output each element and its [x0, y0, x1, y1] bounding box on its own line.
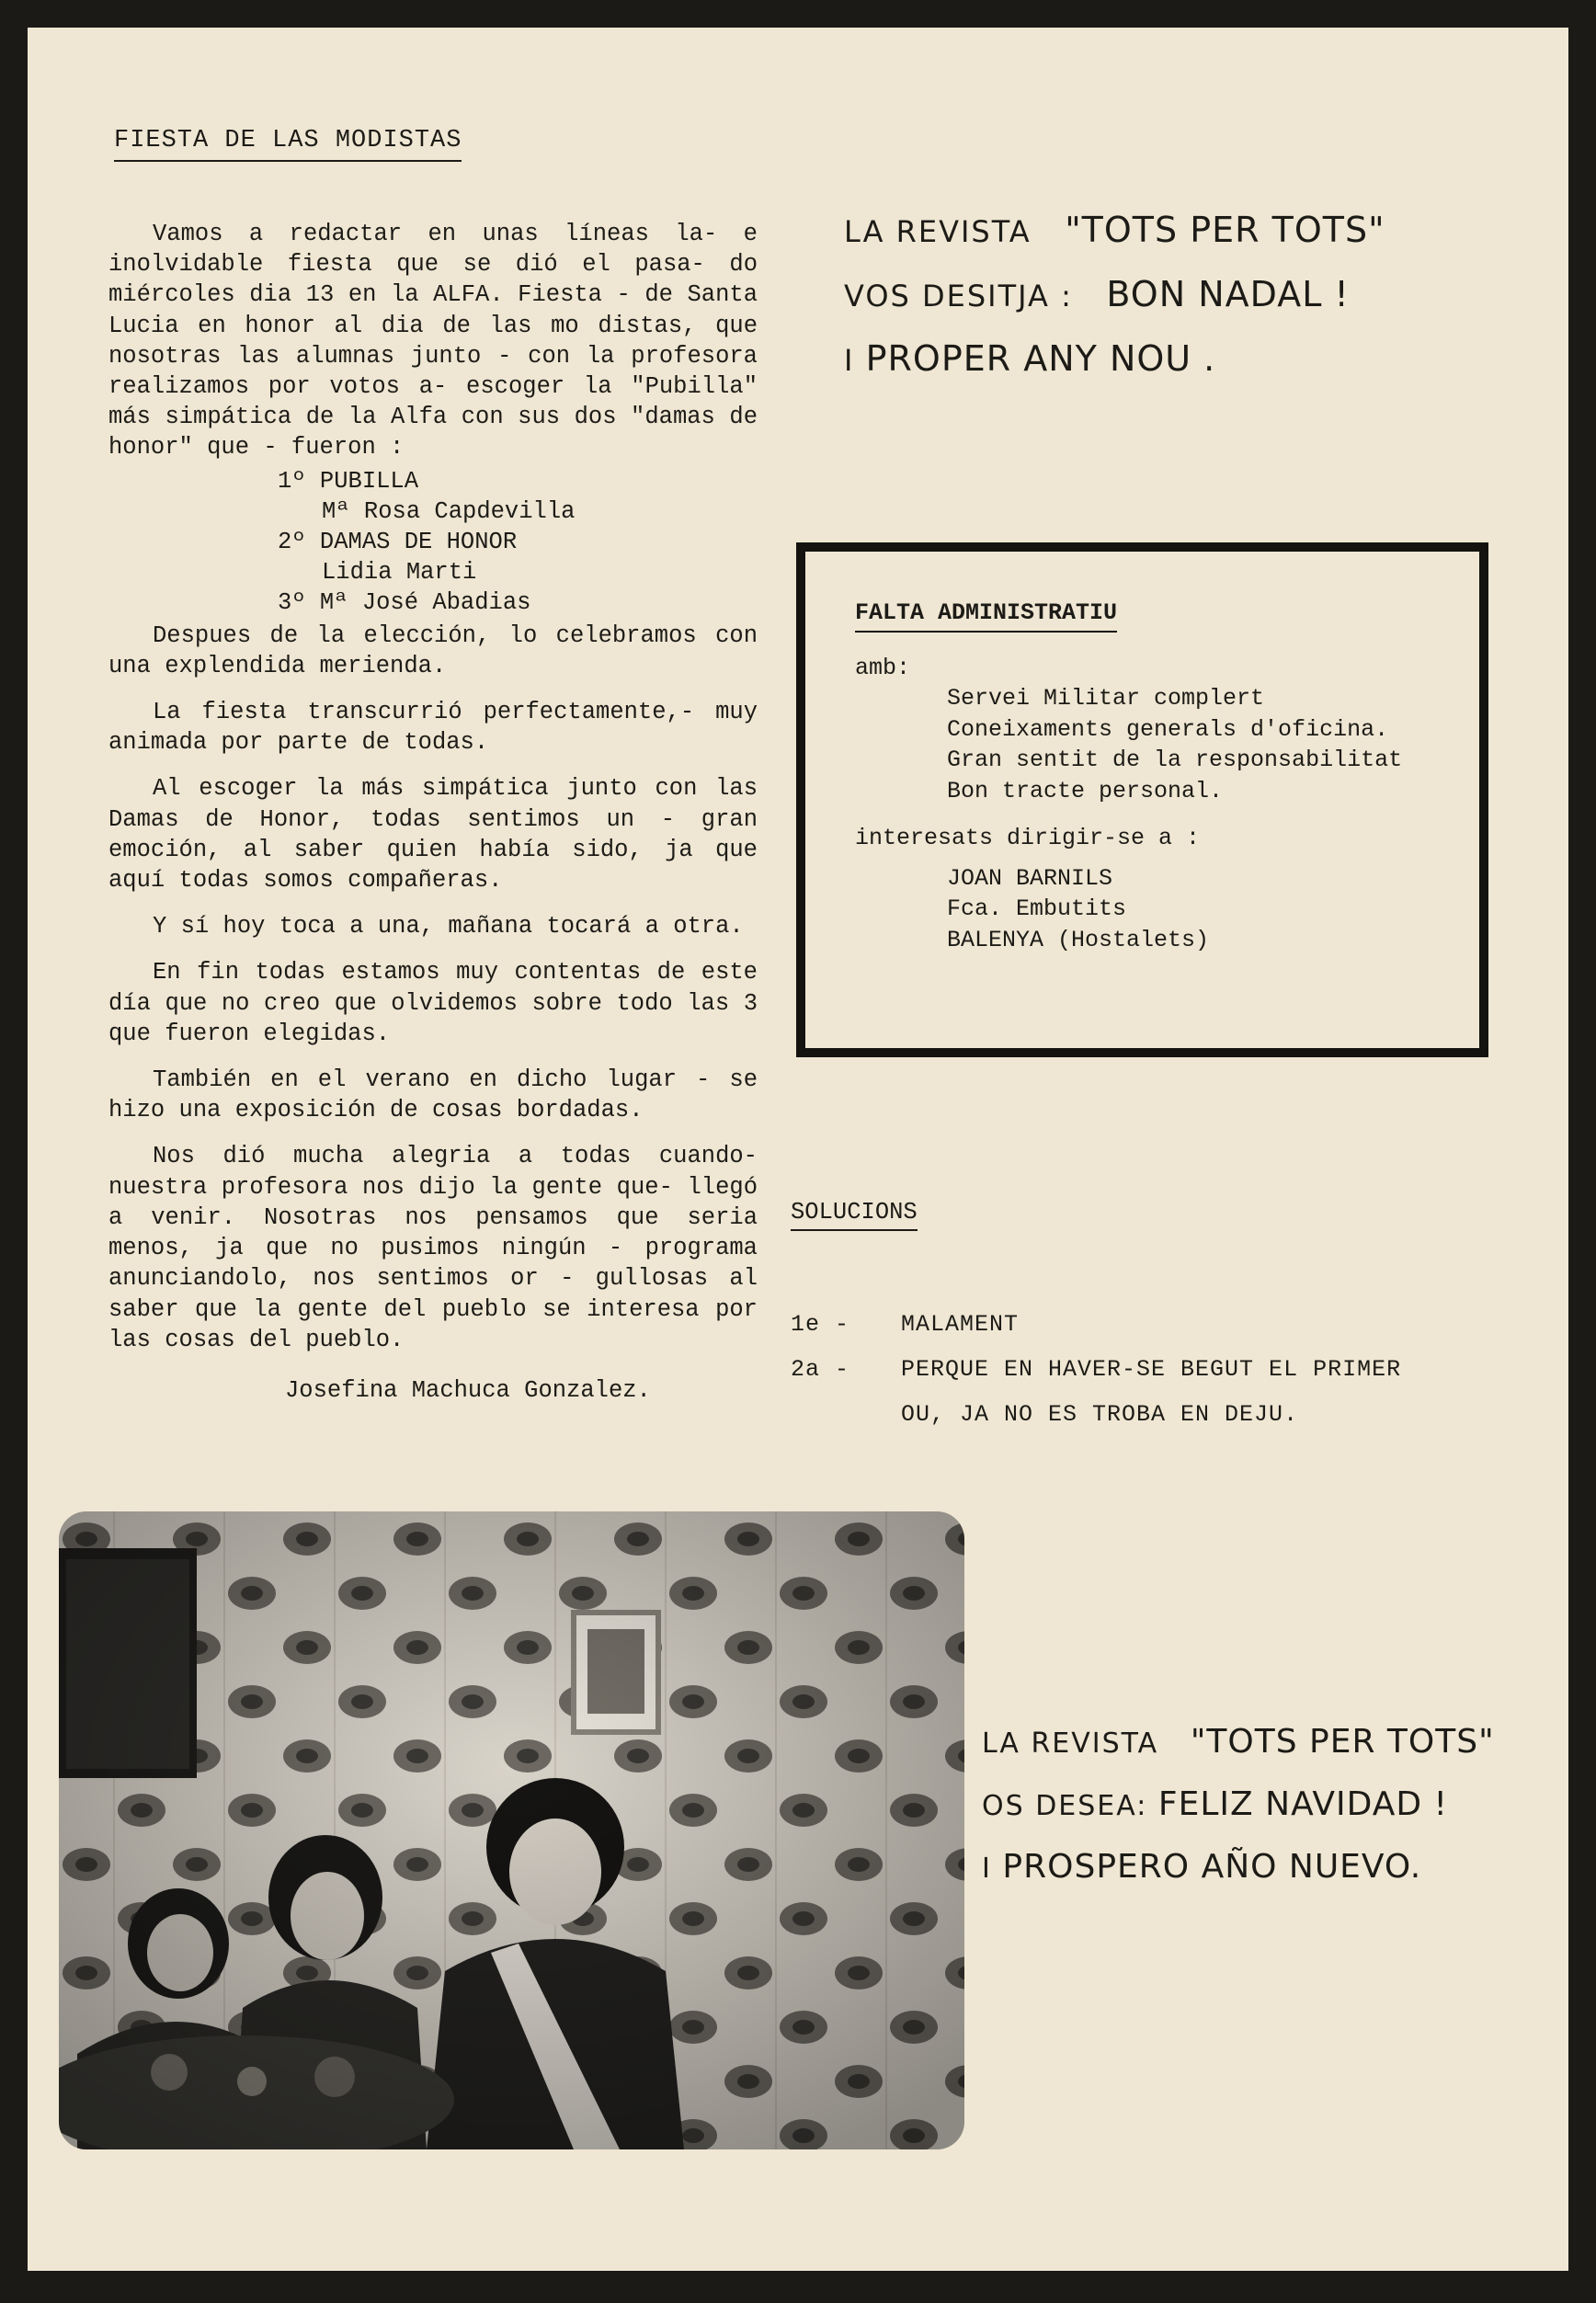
job-ad-contact: Fca. Embutits: [947, 895, 1127, 922]
newspaper-page: [28, 28, 1568, 2271]
greeting-text: PROPER ANY NOU .: [865, 338, 1216, 379]
solution-number: 1e -: [791, 1311, 850, 1338]
job-ad-requirement: Coneixaments generals d'oficina.: [947, 715, 1389, 743]
job-ad-box: [796, 542, 1488, 1057]
job-ad-contact: JOAN BARNILS: [947, 864, 1113, 892]
group-photo: [59, 1511, 964, 2149]
job-ad-requirement: Bon tracte personal.: [947, 777, 1224, 804]
article-paragraph: Y sí hoy toca a una, mañana tocará a otra.: [153, 913, 744, 941]
job-ad-contact-label: interesats dirigir-se a :: [855, 825, 1201, 851]
article-paragraph: También en el verano en dicho lugar - se hizo una exposición de cosas bordadas.: [108, 1066, 758, 1124]
bleed-through-text: [754, 147, 777, 225]
solution-text: MALAMENT: [901, 1311, 1020, 1338]
article-title: FIESTA DE LAS MODISTAS: [114, 127, 462, 162]
greeting-text: "TOTS PER TOTS": [1190, 1723, 1495, 1761]
job-ad-contact: BALENYA (Hostalets): [947, 926, 1210, 953]
job-ad-label: amb:: [855, 654, 911, 681]
article-paragraph: Nos dió mucha alegria a todas cuando- nuestra profesora nos dijo la gente que- llegó a venir. Nosotras nos pensamos que seria menos, ja que no pusimos ningún - programa anunciandolo, nos sentimos or - gullosas al saber que la gente del pueblo se interesa por las cosas del pueblo.: [108, 1143, 758, 1353]
article-paragraph: Vamos a redactar en unas líneas la- e inolvidable fiesta que se dió el pasa- do miércoles dia 13 en la ALFA. Fiesta - de Santa Lucia en honor al dia de las mo distas, que nosotras las alumnas junto - con la profesora realizamos por votos a- escoger la "Pubilla" más simpática de la Alfa con sus dos "damas de honor" que - fueron :: [108, 221, 758, 462]
greeting-text: "TOTS PER TOTS": [1065, 210, 1385, 250]
article-paragraph: Despues de la elección, lo celebramos con una explendida merienda.: [108, 621, 758, 679]
job-ad-title: FALTA ADMINISTRATIU: [855, 598, 1117, 633]
greeting-text: FELIZ NAVIDAD !: [1157, 1785, 1448, 1823]
winners-list-item: Mª Rosa Capdevilla: [322, 497, 576, 525]
solution-row: [791, 1347, 1401, 1392]
christmas-greeting-catalan: [844, 199, 1385, 392]
winners-list-item: Lidia Marti: [322, 559, 477, 587]
article-body: [108, 219, 758, 1421]
solution-text: OU, JA NO ES TROBA EN DEJU.: [901, 1401, 1299, 1428]
solution-row: [791, 1392, 1401, 1437]
greeting-text: I: [844, 343, 855, 378]
winners-list-item: 3º Mª José Abadias: [278, 589, 531, 617]
christmas-greeting-spanish: [982, 1712, 1495, 1899]
article-paragraph: En fin todas estamos muy contentas de este día que no creo que olvidemos sobre todo las 3 que fueron elegidas.: [108, 959, 758, 1047]
greeting-text: PROSPERO AÑO NUEVO.: [1002, 1848, 1422, 1886]
greeting-text: VOS DESITJA :: [844, 279, 1073, 314]
solutions-list: [791, 1302, 1401, 1437]
greeting-text: BON NADAL !: [1106, 274, 1350, 314]
winners-list-item: 1º PUBILLA: [278, 467, 419, 495]
solution-row: [791, 1302, 1401, 1347]
greeting-text: OS DESEA:: [982, 1790, 1148, 1822]
job-ad-requirement: Gran sentit de la responsabilitat: [947, 747, 1403, 773]
photo-illustration: [59, 1511, 964, 2149]
job-ad-requirement: Servei Militar complert: [947, 685, 1265, 712]
solution-text: PERQUE EN HAVER-SE BEGUT EL PRIMER: [901, 1356, 1402, 1383]
article-paragraph: La fiesta transcurrió perfectamente,- muy animada por parte de todas.: [108, 699, 758, 757]
article-paragraph: Al escoger la más simpática junto con las Damas de Honor, todas sentimos un - gran emoción, al saber quien había sido, ja que aquí todas somos compañeras.: [108, 775, 758, 895]
solutions-title: SOLUCIONS: [791, 1199, 918, 1231]
greeting-text: LA REVISTA: [844, 214, 1032, 249]
winners-list: [108, 466, 758, 619]
article-signature: Josefina Machuca Gonzalez.: [285, 1376, 651, 1404]
greeting-text: I: [982, 1853, 992, 1885]
greeting-text: LA REVISTA: [982, 1727, 1159, 1760]
solution-number: [791, 1392, 901, 1437]
winners-list-item: 2º DAMAS DE HONOR: [278, 529, 518, 556]
solution-number: 2a -: [791, 1356, 850, 1383]
